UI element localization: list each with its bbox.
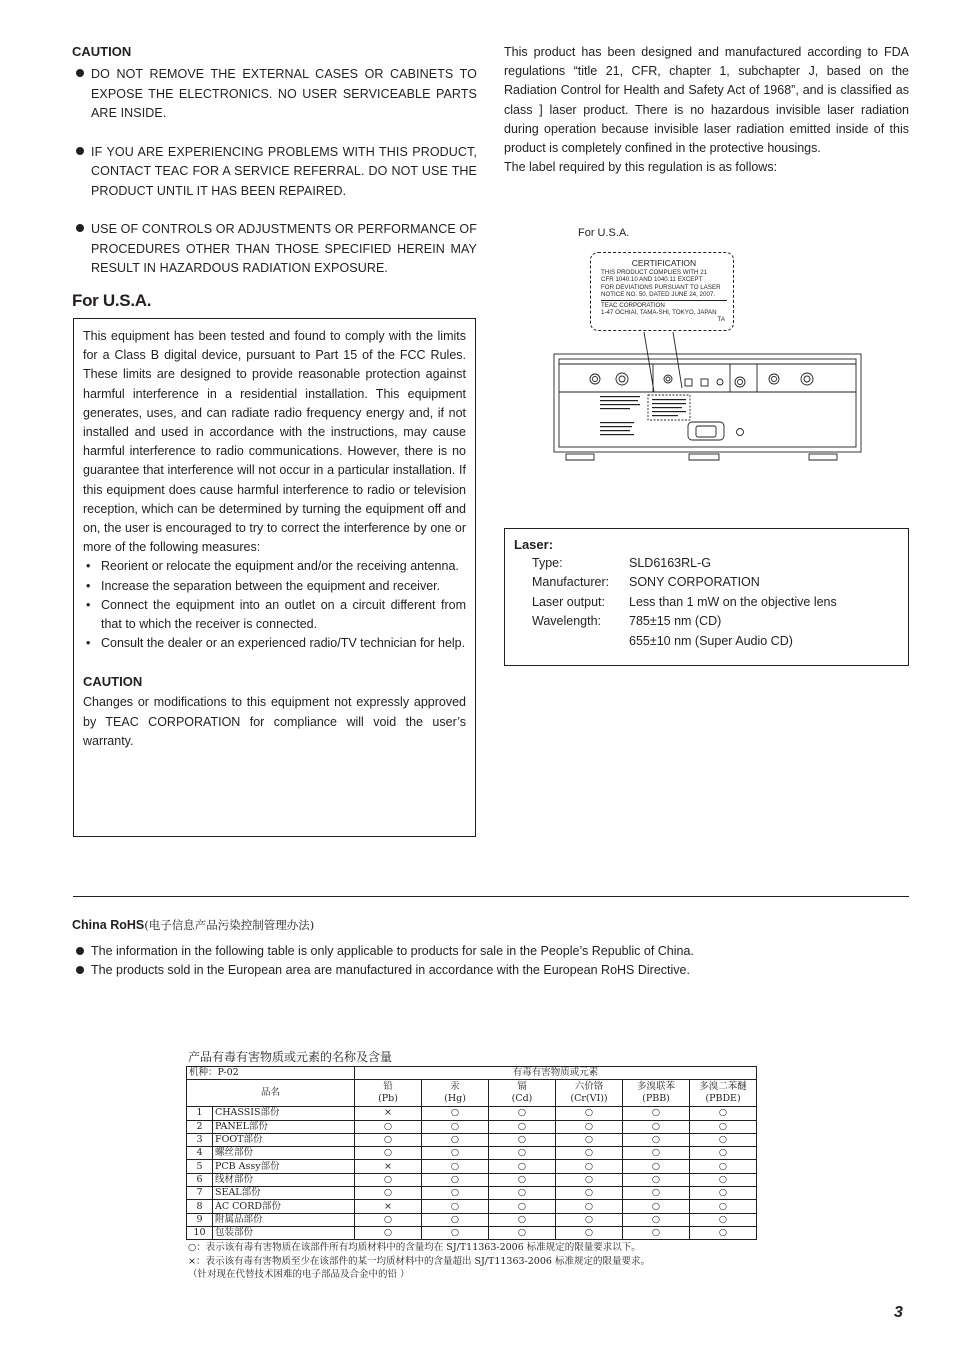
substance-mark-cell: ○ (690, 1160, 757, 1173)
fcc-measure-item: • Increase the separation between the equipment and receiver. (86, 578, 441, 593)
laser-heading: Laser: (514, 537, 554, 552)
laser-row: Type: SLD6163RL-G (532, 556, 711, 570)
substance-mark-cell: ○ (623, 1200, 690, 1213)
rohs-table (186, 1066, 757, 1240)
part-name-cell: PCB Assy部份 (213, 1160, 355, 1173)
table-row (187, 1213, 757, 1226)
substance-mark-cell: ○ (690, 1213, 757, 1226)
part-name-cell: 线材部份 (213, 1173, 355, 1186)
bullet-icon (76, 947, 84, 955)
substance-mark-cell: ○ (422, 1187, 489, 1200)
substance-header-cell: 多溴二苯醚 (PBDE) (690, 1080, 757, 1107)
substance-mark-cell: ○ (489, 1107, 556, 1120)
substance-mark-cell: ○ (422, 1200, 489, 1213)
part-name-cell: FOOT部份 (213, 1133, 355, 1146)
substance-mark-cell: ○ (422, 1173, 489, 1186)
substance-mark-cell: × (355, 1200, 422, 1213)
row-number-cell: 10 (187, 1226, 213, 1239)
bullet-icon (76, 147, 84, 155)
substance-mark-cell: ○ (690, 1200, 757, 1213)
part-name-cell: CHASSIS部份 (213, 1107, 355, 1120)
certification-label: CERTIFICATION THIS PRODUCT COMPLIES WITH 21 CFR 1040.10 AND 1040.11 EXCEPT FOR DEVIATIONS PURSUANT TO LASER NOTICE NO. 50, DATED JUNE 24, 2007. TEAC CORPORATION 1-47 OCHIAI, TAMA-SHI, TOKYO, JAPAN TA (590, 252, 734, 331)
substance-mark-cell: ○ (556, 1173, 623, 1186)
part-header-cell: 品名 (187, 1080, 355, 1107)
substance-mark-cell: ○ (489, 1213, 556, 1226)
part-name-cell: SEAL部份 (213, 1187, 355, 1200)
substance-mark-cell: ○ (489, 1147, 556, 1160)
group-header-cell: 有毒有害物质或元素 (355, 1067, 757, 1080)
substance-mark-cell: ○ (623, 1213, 690, 1226)
table-row (187, 1226, 757, 1239)
substance-mark-cell: ○ (422, 1133, 489, 1146)
substance-mark-cell: ○ (690, 1107, 757, 1120)
cert-title: CERTIFICATION (631, 258, 697, 268)
china-rohs-heading: China RoHS(电子信息产品污染控制管理办法) (72, 918, 315, 932)
substance-mark-cell: ○ (556, 1226, 623, 1239)
part-name-cell: 附属品部份 (213, 1213, 355, 1226)
rohs-table-title: 产品有毒有害物质或元素的名称及含量 (188, 1050, 393, 1064)
row-number-cell: 6 (187, 1173, 213, 1186)
for-usa-heading: For U.S.A. (72, 291, 152, 310)
rear-panel-illustration (550, 330, 866, 466)
substance-header-cell: 镉 (Cd) (489, 1080, 556, 1107)
substance-mark-cell: ○ (623, 1173, 690, 1186)
substance-mark-cell: ○ (422, 1147, 489, 1160)
rohs-notes: ○：表示该有毒有害物质在该部件所有均质材料中的含量均在 SJ/T11363-2006 标准规定的限量要求以下。 ×：表示该有毒有害物质至少在该部件的某一均质材料中的含量超出 SJ/T11363-2006 标准规定的限量要求。 （针对现在代替技术困难的电子部品及合金中的铅 ） (188, 1242, 650, 1280)
substance-mark-cell: ○ (556, 1160, 623, 1173)
substance-mark-cell: ○ (556, 1120, 623, 1133)
bullet-icon (76, 224, 84, 232)
substance-mark-cell: ○ (623, 1120, 690, 1133)
caution-item: DO NOT REMOVE THE EXTERNAL CASES OR CABINETS TO EXPOSE THE ELECTRONICS. NO USER SERVICEABLE PARTS ARE INSIDE. (73, 65, 477, 124)
substance-mark-cell: ○ (355, 1120, 422, 1133)
substance-mark-cell: ○ (556, 1147, 623, 1160)
substance-mark-cell: ○ (489, 1187, 556, 1200)
substance-mark-cell: ○ (690, 1120, 757, 1133)
substance-header-cell: 多溴联苯 (PBB) (623, 1080, 690, 1107)
part-name-cell: 螺丝部份 (213, 1147, 355, 1160)
section-divider (73, 896, 909, 897)
laser-spec-box (504, 528, 909, 666)
caution-item: USE OF CONTROLS OR ADJUSTMENTS OR PERFORMANCE OF PROCEDURES OTHER THAN THOSE SPECIFIED HEREIN MAY RESULT IN HAZARDOUS RADIATION EXPOSURE. (73, 220, 477, 279)
china-rohs-list (73, 942, 909, 980)
fcc-measure-item: • Reorient or relocate the equipment and/or the receiving antenna. (86, 559, 459, 574)
table-row (187, 1187, 757, 1200)
substance-mark-cell: ○ (355, 1147, 422, 1160)
substance-mark-cell: ○ (623, 1187, 690, 1200)
row-number-cell: 4 (187, 1147, 213, 1160)
table-row (187, 1080, 757, 1107)
substance-mark-cell: × (355, 1160, 422, 1173)
substance-mark-cell: ○ (489, 1173, 556, 1186)
part-name-cell: 包装部份 (213, 1226, 355, 1239)
substance-mark-cell: ○ (690, 1173, 757, 1186)
fcc-caution-heading: CAUTION (83, 674, 143, 690)
substance-header-cell: 汞 (Hg) (422, 1080, 489, 1107)
substance-mark-cell: ○ (422, 1226, 489, 1239)
row-number-cell: 8 (187, 1200, 213, 1213)
model-cell: 机种：P-02 (187, 1067, 355, 1080)
substance-mark-cell: ○ (623, 1133, 690, 1146)
fcc-measure-item: • Consult the dealer or an experienced radio/TV technician for help. (86, 636, 466, 651)
table-row (187, 1120, 757, 1133)
substance-mark-cell: ○ (690, 1226, 757, 1239)
row-number-cell: 9 (187, 1213, 213, 1226)
table-row (187, 1173, 757, 1186)
substance-mark-cell: ○ (623, 1160, 690, 1173)
substance-mark-cell: ○ (355, 1187, 422, 1200)
substance-mark-cell: ○ (355, 1226, 422, 1239)
substance-mark-cell: ○ (690, 1187, 757, 1200)
caution-heading: CAUTION (72, 44, 132, 59)
substance-mark-cell: ○ (489, 1226, 556, 1239)
substance-header-cell: 铅 (Pb) (355, 1080, 422, 1107)
row-number-cell: 7 (187, 1187, 213, 1200)
substance-mark-cell: ○ (623, 1107, 690, 1120)
rohs-item: The information in the following table is only applicable to products for sale in the People’s Republic of China. (73, 942, 909, 961)
substance-mark-cell: ○ (623, 1147, 690, 1160)
part-name-cell: PANEL部份 (213, 1120, 355, 1133)
substance-mark-cell: ○ (422, 1107, 489, 1120)
substance-mark-cell: ○ (355, 1213, 422, 1226)
table-row (187, 1200, 757, 1213)
substance-mark-cell: ○ (623, 1226, 690, 1239)
substance-mark-cell: ○ (489, 1160, 556, 1173)
rohs-item: The products sold in the European area are manufactured in accordance with the European RoHS Directive. (73, 961, 909, 980)
table-row (187, 1067, 757, 1080)
substance-mark-cell: ○ (690, 1133, 757, 1146)
part-name-cell: AC CORD部份 (213, 1200, 355, 1213)
substance-mark-cell: × (355, 1107, 422, 1120)
substance-mark-cell: ○ (422, 1160, 489, 1173)
row-number-cell: 1 (187, 1107, 213, 1120)
fcc-caution-text: Changes or modifications to this equipment not expressly approved by TEAC CORPORATION for compliance will void the user’s warranty. (83, 695, 466, 748)
table-row (187, 1107, 757, 1120)
substance-mark-cell: ○ (489, 1120, 556, 1133)
substance-mark-cell: ○ (355, 1133, 422, 1146)
figure-caption: For U.S.A. (578, 227, 630, 239)
laser-row: 655±10 nm (Super Audio CD) (629, 633, 793, 648)
substance-mark-cell: ○ (556, 1187, 623, 1200)
laser-row: Manufacturer: SONY CORPORATION (532, 575, 760, 590)
fcc-paragraph: This equipment has been tested and found to comply with the limits for a Class B digital device, pursuant to Part 15 of the FCC Rules. These limits are designed to provide reasonable protection against harmful interference in a residential installation. This equipment generates, uses, and can radiate radio frequency energy and, if not installed and used in accordance with the instructions, may cause harmful interference to radio communications. However, there is no guarantee that interference will not occur in a particular installation. If this equipment does cause harmful interference to radio or television reception, which can be determined by turning the equipment off and on, the user is encouraged to try to correct the interference by one or more of the following measures: (83, 329, 466, 555)
bullet-icon (76, 69, 84, 77)
substance-mark-cell: ○ (355, 1173, 422, 1186)
table-row (187, 1133, 757, 1146)
table-row (187, 1147, 757, 1160)
substance-mark-cell: ○ (422, 1120, 489, 1133)
substance-mark-cell: ○ (556, 1213, 623, 1226)
substance-header-cell: 六价铬 (Cr(VI)) (556, 1080, 623, 1107)
substance-mark-cell: ○ (489, 1133, 556, 1146)
table-row (187, 1160, 757, 1173)
caution-list (73, 65, 477, 298)
fda-statement: This product has been designed and manufactured according to FDA regulations “title 21, CFR, chapter 1, subchapter J, based on the Radiation Control for Health and Safety Act of 1968”, and is classified as class ] laser product. There is no hazardous invisible laser radiation during operation because invisible laser radiation emitted inside of this product is completely confined in the protective housings. The label required by this regulation is as follows: (504, 45, 909, 175)
substance-mark-cell: ○ (556, 1133, 623, 1146)
fcc-notice-box (73, 318, 476, 837)
row-number-cell: 3 (187, 1133, 213, 1146)
substance-mark-cell: ○ (489, 1200, 556, 1213)
row-number-cell: 2 (187, 1120, 213, 1133)
substance-mark-cell: ○ (556, 1200, 623, 1213)
bullet-icon (76, 966, 84, 974)
page-number: 3 (894, 1304, 903, 1321)
laser-row: Wavelength: 785±15 nm (CD) (532, 614, 722, 629)
laser-row: Laser output: Less than 1 mW on the objective lens (532, 594, 837, 609)
fcc-measures-list (83, 557, 466, 653)
fcc-measure-item: • Connect the equipment into an outlet on a circuit different from that to which the receiver is connected. (86, 597, 466, 632)
substance-mark-cell: ○ (422, 1213, 489, 1226)
row-number-cell: 5 (187, 1160, 213, 1173)
substance-mark-cell: ○ (690, 1147, 757, 1160)
substance-mark-cell: ○ (556, 1107, 623, 1120)
rohs-table-body (187, 1107, 757, 1240)
caution-item: IF YOU ARE EXPERIENCING PROBLEMS WITH THIS PRODUCT, CONTACT TEAC FOR A SERVICE REFERRAL. DO NOT USE THE PRODUCT UNTIL IT HAS BEEN REPAIRED. (73, 143, 477, 202)
